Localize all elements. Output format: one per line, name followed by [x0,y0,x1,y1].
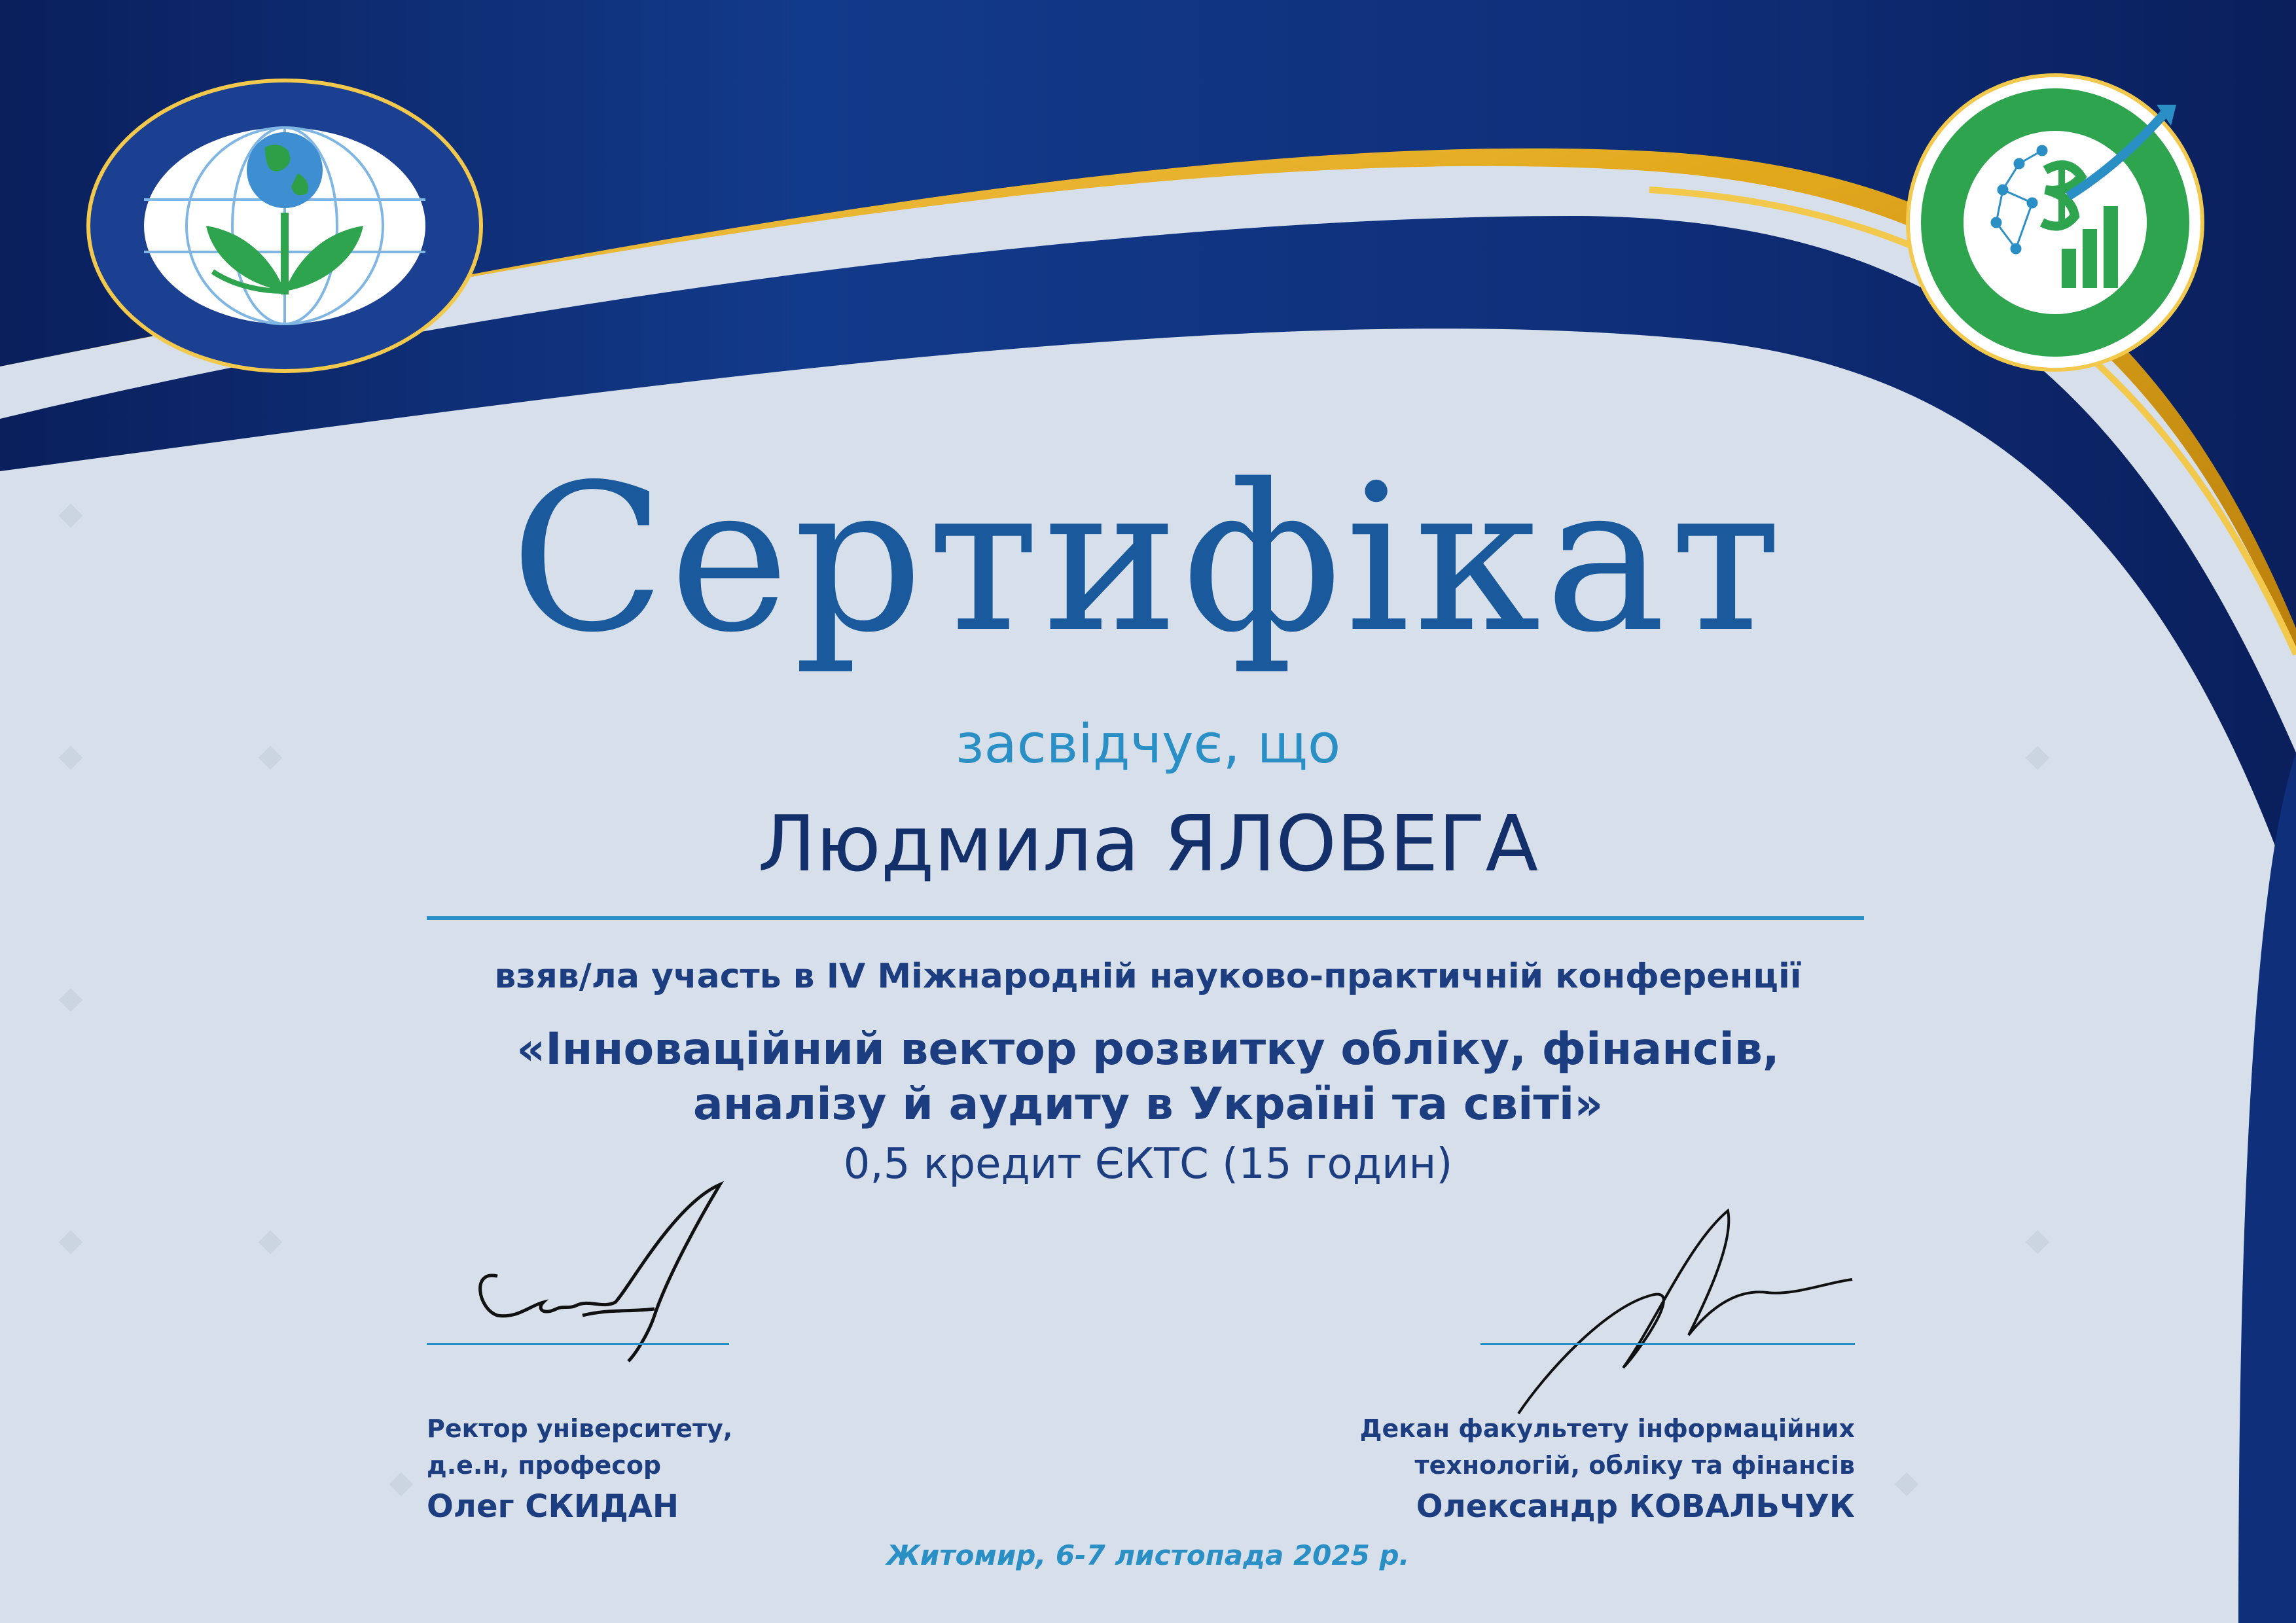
certifies-text: засвідчує, що [955,713,1341,776]
dean-position-line1: Декан факультету інформаційних [1359,1414,1855,1443]
rector-signature [458,1178,733,1368]
rector-name: Олег СКИДАН [427,1488,679,1525]
dean-signature-line [1480,1343,1855,1345]
university-emblem-icon [82,75,488,376]
rector-position-line2: д.е.н, професор [427,1451,662,1480]
credits-text: 0,5 кредит ЄКТС (15 годин) [843,1140,1453,1188]
participation-text: взяв/ла участь в IV Міжнародній науково-практичній конференції [494,957,1802,996]
rector-signature-line [427,1343,729,1345]
dean-position-line2: технологій, обліку та фінансів [1414,1451,1855,1480]
certificate-title: Сертифікат [510,441,1786,677]
dean-signature [1505,1204,1859,1427]
rector-position-line1: Ректор університету, [427,1414,733,1443]
dean-block [1360,1410,1855,1529]
conference-title-line1: «Інноваційний вектор розвитку обліку, фінансів, [516,1024,1780,1075]
faculty-emblem-icon [1905,72,2206,373]
rector-block [427,1410,732,1529]
recipient-name: Людмила ЯЛОВЕГА [757,798,1539,889]
university-logo [82,75,488,376]
recipient-underline [427,916,1864,920]
place-date: Житомир, 6-7 листопада 2025 р. [886,1539,1410,1571]
conference-title-line2: аналізу й аудиту в Україні та світі» [692,1079,1604,1130]
conference-title [0,1022,2296,1132]
dean-name: Олександр КОВАЛЬЧУК [1416,1488,1855,1525]
faculty-logo [1905,72,2206,373]
